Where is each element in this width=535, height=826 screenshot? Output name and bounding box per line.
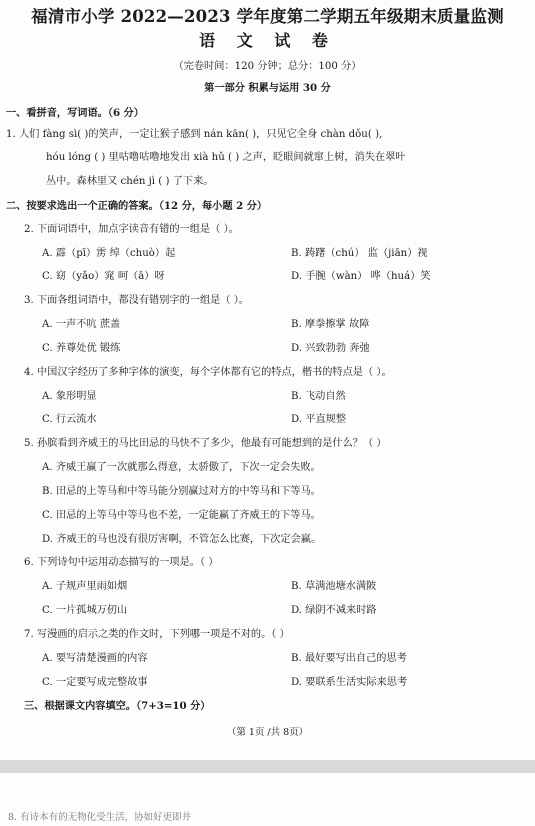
- option: C. 一片孤城万仞山: [42, 605, 128, 616]
- option: D. 绿阴不减来时路: [291, 605, 377, 616]
- option: C. 行云流水: [42, 414, 97, 425]
- option: A. 齐威王赢了一次就那么得意，太骄傲了，下次一定会失败。: [42, 462, 321, 473]
- question-stem: 3. 下面各组词语中，都没有错别字的一组是（ ）。: [24, 295, 250, 306]
- option: A. 子规声里雨如烟: [42, 581, 128, 592]
- option: A. 象形明显: [42, 391, 97, 402]
- option: D. 齐威王的马也没有很厉害啊，不管怎么比赛，下次定会赢。: [42, 534, 322, 545]
- option: A. 霹（pī）雳 绰（chuò）起: [42, 248, 176, 259]
- option: B. 踌躇（chú） 监（jiān）视: [291, 248, 428, 259]
- option: A. 一声不吭 蔗盖: [42, 319, 121, 330]
- exam-info: （完卷时间：120 分钟；总分：100 分）: [173, 61, 362, 72]
- next-page-fragment: [0, 773, 535, 826]
- question-stem: 2. 下面词语中，加点字读音有错的一组是（ ）。: [24, 224, 239, 235]
- option: B. 摩拳擦掌 故障: [291, 319, 370, 330]
- section1-heading: 一、看拼音，写词语。（6 分）: [6, 107, 144, 119]
- option: C. 窈（yǎo）窕 呵（ā）呀: [42, 271, 165, 282]
- section3-heading: 三、根据课文内容填空。（7+3=10 分）: [24, 700, 211, 712]
- option: B. 草满池塘水满陂: [291, 581, 377, 592]
- option: D. 要联系生活实际来思考: [291, 677, 408, 688]
- option: C. 养尊处优 锻练: [42, 343, 121, 354]
- question-stem: 6. 下列诗句中运用动态描写的一项是。（ ）: [24, 557, 219, 568]
- q1-line: 丛中。森林里又 chén jì ( ) 了下来。: [46, 176, 214, 187]
- question-stem: 7. 写漫画的启示之类的作文时，下列哪一项是不对的。（ ）: [24, 629, 290, 640]
- option: D. 兴致勃勃 奔弛: [291, 343, 370, 354]
- part-one-heading: 第一部分 积累与运用 30 分: [204, 82, 331, 94]
- exam-title: 福清市小学 2022—2023 学年度第二学期五年级期末质量监测: [31, 7, 504, 26]
- next-page-text: 8. 有诗本有的无物化受生活，协如好更即井: [8, 812, 192, 823]
- page-separator: [0, 760, 535, 773]
- option: D. 手腕（wàn） 哗（huá）笑: [291, 271, 431, 282]
- q1-line: 1. 人们 fàng sì( )的笑声，一定让猴子感到 nán kān( )，只见它全身 chàn dǒu( ),: [6, 129, 383, 140]
- option: B. 飞动自然: [291, 391, 346, 402]
- page-number: （第 1页 /共 8页）: [226, 727, 309, 738]
- option: C. 田忌的上等马中等马也不差，一定能赢了齐威王的下等马。: [42, 510, 321, 521]
- q1-line: hóu lóng ( ) 里咕噜咕噜地发出 xià hǔ ( ) 之声，眨眼间就窜上树，消失在翠叶: [46, 152, 406, 163]
- option: B. 田忌的上等马和中等马能分别赢过对方的中等马和下等马。: [42, 486, 321, 497]
- question-stem: 5. 孙膑看到齐威王的马比田忌的马快不了多少，他最有可能想到的是什么？（ ）: [24, 438, 387, 449]
- option: B. 最好要写出自己的思考: [291, 653, 407, 664]
- exam-subtitle: 语 文 试 卷: [199, 31, 336, 50]
- question-stem: 4. 中国汉字经历了多种字体的演变，每个字体都有它的特点，楷书的特点是（ ）。: [24, 367, 392, 378]
- option: C. 一定要写成完整故事: [42, 677, 148, 688]
- section2-heading: 二、按要求选出一个正确的答案。（12 分，每小题 2 分）: [6, 200, 268, 212]
- option: A. 要写清楚漫画的内容: [42, 653, 148, 664]
- option: D. 平直规整: [291, 414, 347, 425]
